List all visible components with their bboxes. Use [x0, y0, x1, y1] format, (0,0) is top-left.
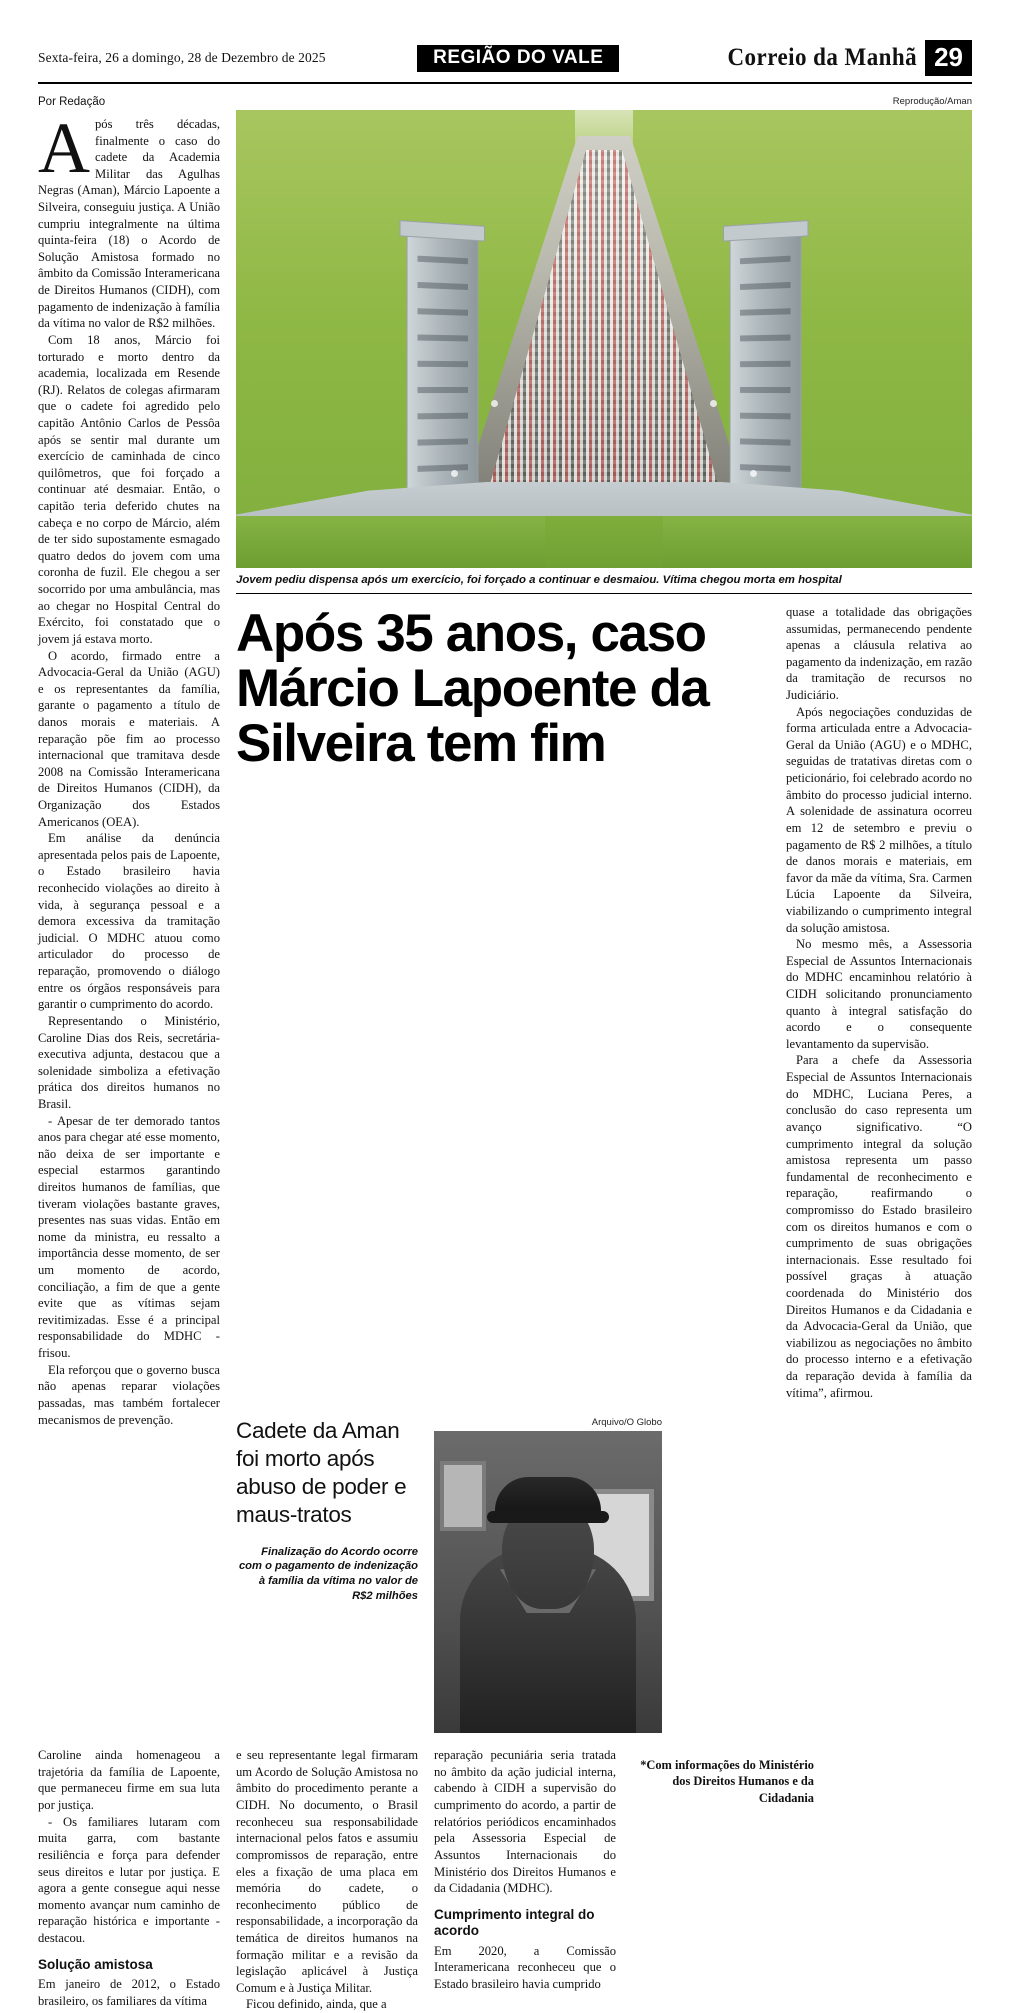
left-column-body — [38, 108, 220, 1428]
page-number: 29 — [925, 40, 972, 76]
portrait-block — [434, 1417, 662, 1733]
bottom-column-4 — [632, 1747, 814, 2013]
tower-windows — [740, 256, 790, 505]
paragraph: Em análise da denúncia apresentada pelos pais de Lapoente, o Estado brasileiro havia reconhecido violações ao direito à vida, à segurança pessoal e a demora excessiva da tramitação judicial. O MDHC atuou como articulador do processo de reparação, promovendo o diálogo entre os órgãos responsáveis para garantir o cumprimento do acordo. — [38, 831, 220, 1012]
tower-windows — [418, 256, 468, 505]
field-marker — [710, 400, 717, 407]
field-marker — [750, 470, 757, 477]
paragraph: e seu representante legal firmaram um Acordo de Solução Amistosa no âmbito do procedimento perante a CIDH. No documento, o Brasil reconheceu sua responsabilidade internacional pelos fatos e assumiu compromissos de reparação, entre eles a fixação de uma placa em memória do cadete, o reconhecimento público de responsabilidade, a incorporação da temática de direitos humanos na formação militar e a revisão da legislação aplicável à Justiça Comum e à Justiça Militar. — [236, 1748, 418, 1995]
standfirst: Cadete da Aman foi morto após abuso de poder e maus-tratos — [236, 1418, 407, 1527]
paragraph: Com 18 anos, Márcio foi torturado e morto dentro da academia, localizada em Resende (RJ). Relatos de colegas afirmaram que o cadete foi agredido pelo capitão Antônio Carlos de Pessôa após se sentir mal durante um exercício de caminhada de cinco quilômetros, que foi forçado a continuar até desmaiar. Então, o capitão teria deferido chutes na cabeça e no corpo de Márcio, além de ter sido supostamente esmagado quatro dedos do jovem com uma coronha de fuzil. Ele chegou a ser socorrido por uma ambulância, mas ao chegar no Hospital Central do Exército, foi constatado que o jovem já estava morto. — [38, 332, 220, 646]
paragraph: No mesmo mês, a Assessoria Especial de Assuntos Internacionais do MDHC encaminhou relatório à CIDH solicitando pronunciamento quanto à integral satisfação do acordo e o consequente levantamento da supervisão. — [786, 937, 972, 1051]
hero-photo-caption: Jovem pediu dispensa após um exercício, foi forçado a continuar e desmaiou. Vítima chegou morta em hospital — [236, 568, 972, 594]
standfirst-row — [236, 1417, 972, 1733]
paragraph: - Apesar de ter demorado tantos anos para chegar até esse momento, não deixa de ser importante e especial estarmos garantindo direitos humanos de famílias, que tiveram violações bastante graves, presentes nas suas vidas. Então em nome da ministra, eu ressalto a importância desse momento, de ser um momento de acordo, conciliação, a fim de que a gente evite que as vítimas sejam revitimizadas. Esse é a principal responsabilidade do MDHC - frisou. — [38, 1113, 220, 1361]
section-header — [417, 45, 619, 72]
headline-row — [236, 604, 972, 1401]
paragraph: Ela reforçou que o governo busca não apenas reparar violações passadas, mas também fortalecer mecanismos de prevenção. — [38, 1362, 220, 1427]
right-text-column — [786, 604, 972, 1401]
bottom-column-1 — [38, 1747, 220, 2013]
byline: Por Redação — [38, 96, 106, 108]
victim-portrait-photo — [434, 1431, 662, 1733]
bottom-column-2 — [236, 1747, 418, 2013]
hero-photo — [236, 110, 972, 568]
bottom-column-3 — [434, 1747, 616, 2013]
paragraph: Representando o Ministério, Caroline Dias dos Reis, secretária-executiva adjunta, destacou que a solenidade simboliza a efetivação prática dos direitos humanos no Brasil. — [38, 1013, 220, 1111]
hero-photo-credit: Reprodução/Aman — [892, 96, 972, 107]
page-title: Após 35 anos, caso Márcio Lapoente da Silveira tem fim — [236, 604, 709, 774]
masthead — [38, 40, 972, 84]
subhead-solucao-amistosa: Solução amistosa — [38, 1956, 153, 1972]
foreground-grass — [236, 516, 972, 568]
section-tag: REGIÃO DO VALE — [417, 45, 619, 72]
field-marker — [491, 400, 498, 407]
paragraph: Após três décadas, finalmente o caso do cadete da Academia Militar das Agulhas Negras (Aman), Márcio Lapoente a Silveira, conseguiu justiça. A União cumpriu integralmente na última quinta-feira (18) o Acordo de Solução Amistosa formado no âmbito da Comissão Interamericana de Direitos Humanos (CIDH), com pagamento de indenização à família da vítima no valor de R$2 milhões. — [38, 108, 220, 331]
paragraph: - Os familiares lutaram com muita garra, com bastante resiliência e força para defender seus direitos e lutar por justiça. E agora a gente consegue aqui nesse momento avançar num caminho de reparação histórica e importante - destacou. — [38, 1814, 220, 1945]
bottom-columns — [38, 1747, 972, 2013]
right-column-body — [786, 604, 972, 1401]
paragraph: Caroline ainda homenageou a trajetória da família de Lapoente, que permaneceu firme em sua luta por justiça. — [38, 1748, 220, 1813]
paragraph: Em janeiro de 2012, o Estado brasileiro, os familiares da vítima — [38, 1977, 220, 2009]
paragraph: reparação pecuniária seria tratada no âmbito da ação judicial interna, cabendo à CIDH a supervisão do cumprimento do acordo, a partir de relatórios periódicos encaminhados pela Assessoria Especial de Assuntos Internacionais do Ministério dos Direitos Humanos e da Cidadania (MDHC). — [434, 1748, 616, 1896]
military-cap-icon — [495, 1477, 601, 1517]
masthead-right — [711, 40, 972, 76]
paragraph: Para a chefe da Assessoria Especial de Assuntos Internacionais do MDHC, Luciana Peres, a conclusão do caso representa um avanço significativo. “O cumprimento integral da solução amistosa representa um passo fundamental de reconhecimento e reparação, reafirmando o compromisso do Estado brasileiro com os direitos humanos e com o cumprimento de suas obrigações internacionais. Esse resultado foi possível graças à atuação coordenada do Ministério dos Direitos Humanos e da Cidadania e da Advocacia-Geral da União, que viabilizou as negociações no âmbito do processo interno e a efetivação da reparação devida à família da vítima”, afirmou. — [786, 1053, 972, 1400]
paragraph: O acordo, firmado entre a Advocacia-Geral da União (AGU) e os representantes da família, garante o pagamento a título de danos morais e materiais. A reparação põe fim ao processo internacional que tramitava desde 2008 na Comissão Interamericana de Direitos Humanos (CIDH), da Organização dos Estados Americanos (OEA). — [38, 648, 220, 829]
portrait-credit: Arquivo/O Globo — [591, 1417, 662, 1429]
portrait-note: Finalização do Acordo ocorre com o pagamento de indenização à família da vítima no valor de R$2 milhões — [238, 1545, 418, 1602]
subhead-cumprimento-integral: Cumprimento integral do acordo — [434, 1906, 595, 1938]
field-marker — [451, 470, 458, 477]
standfirst-block — [236, 1417, 418, 1733]
paragraph: Após negociações conduzidas de forma articulada entre a Advocacia-Geral da União (AGU) e o MDHC, seguidas de tratativas diretas com o peticionário, foi celebrado acordo no âmbito do processo judicial interno. A solenidade de assinatura ocorreu em 12 de setembro e previu o pagamento de R$ 2 milhões, a título de danos morais e materiais, em favor da mãe da vítima, Sra. Carmen Lúcia Lapoente da Silveira, viabilizando o cumprimento integral da solução amistosa. — [786, 704, 972, 935]
closing-note: *Com informações do Ministério dos Direitos Humanos e da Cidadania — [640, 1758, 814, 1805]
publication-date: Sexta-feira, 26 a domingo, 28 de Dezembro de 2025 — [38, 50, 326, 65]
paragraph: Em 2020, a Comissão Interamericana reconheceu que o Estado brasileiro havia cumprido — [434, 1943, 616, 1991]
paragraph: Ficou definido, ainda, que a — [246, 1997, 387, 2012]
paragraph: quase a totalidade das obrigações assumidas, permanecendo pendente apenas a cláusula relativa ao pagamento da indenização, em razão da tramitação de recursos no Judiciário. — [786, 605, 972, 703]
paper-title: Correio da Manhã — [727, 44, 918, 71]
picture-frame-icon — [440, 1461, 486, 1531]
